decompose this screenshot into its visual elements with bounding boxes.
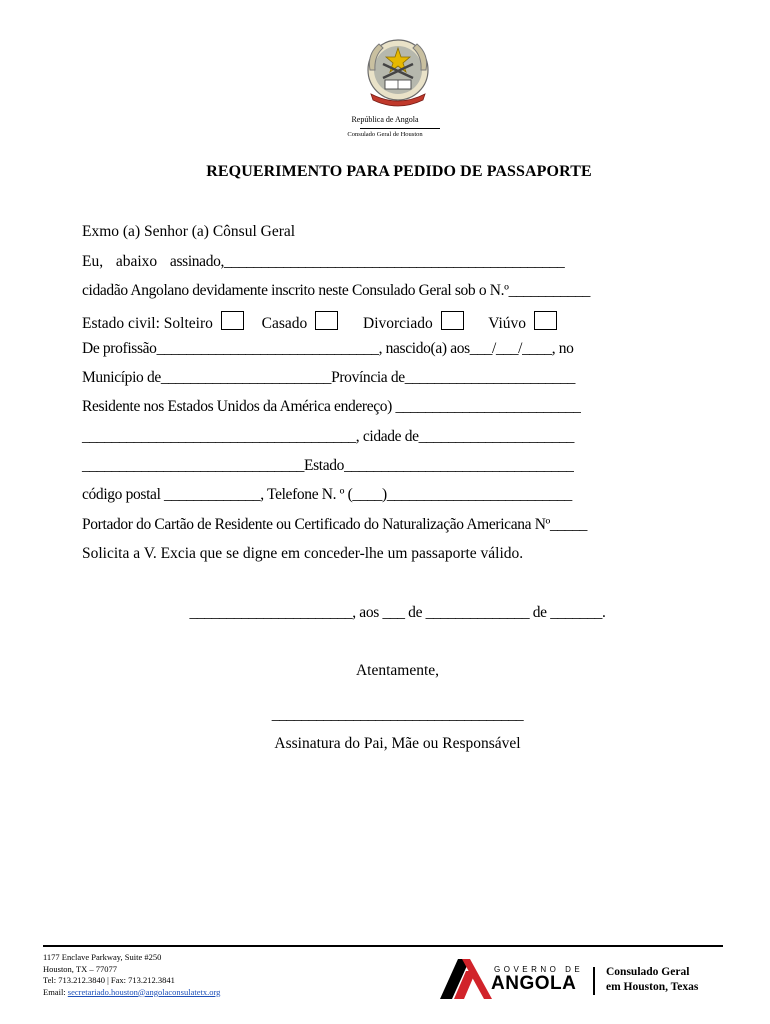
line-name — [82, 253, 564, 271]
consulado-line-2: em Houston, Texas — [606, 981, 699, 993]
checkbox-solteiro[interactable] — [221, 311, 244, 330]
email-link[interactable]: secretariado.houston@angolaconsulatetx.org — [67, 986, 221, 997]
line-name-word2: abaixo — [115, 253, 158, 270]
salutation: Exmo (a) Senhor (a) Cônsul Geral — [82, 223, 296, 240]
date-line[interactable]: ______________________, aos ___ de ______________ de _______. — [189, 604, 606, 621]
footer-separator — [593, 967, 595, 995]
signature-line[interactable]: __________________________________ — [271, 706, 524, 723]
line-municipality[interactable]: Município de_______________________Província de_______________________ — [82, 369, 575, 386]
document-title: REQUERIMENTO PARA PEDIDO DE PASSAPORTE — [206, 163, 592, 180]
line-city[interactable]: _____________________________________, cidade de_____________________ — [82, 428, 575, 445]
civil-viuvo-label: Viúvo — [488, 315, 527, 332]
civil-status-label: Estado civil: Solteiro — [82, 315, 213, 332]
line-postal-phone[interactable]: código postal _____________, Telefone N. º (____)_________________________ — [82, 486, 572, 503]
email-line — [43, 987, 220, 999]
phone-fax: Tel: 713.212.3840 | Fax: 713.212.3841 — [43, 975, 175, 985]
angola-emblem-icon — [361, 34, 435, 112]
line-name-word1: Eu, — [82, 253, 104, 270]
republic-label: República de Angola — [351, 115, 419, 124]
address-line-1: 1177 Enclave Parkway, Suite #250 — [43, 952, 162, 962]
line-civil-status — [82, 311, 557, 333]
checkbox-viuvo[interactable] — [534, 311, 557, 330]
header-rule — [360, 128, 440, 129]
line-address[interactable]: Residente nos Estados Unidos da América endereço) _________________________ — [82, 398, 581, 415]
address-line-2: Houston, TX – 77077 — [43, 963, 117, 974]
civil-casado-label: Casado — [261, 315, 308, 332]
consulado-line-1: Consulado Geral — [606, 966, 690, 978]
closing-text: Atentamente, — [355, 662, 440, 679]
footer-rule — [43, 945, 723, 947]
signature-label: Assinatura do Pai, Mãe ou Responsável — [274, 735, 521, 752]
email-label: Email: — [43, 986, 68, 997]
line-residence-card[interactable]: Portador do Cartão de Residente ou Certificado do Naturalização Americana Nº_____ — [82, 516, 588, 533]
civil-divorciado-label: Divorciado — [363, 315, 433, 332]
footer-address — [43, 952, 220, 998]
line-state[interactable]: ______________________________Estado_______________________________ — [82, 457, 574, 474]
line-profession[interactable]: De profissão______________________________, nascido(a) aos___/___/____, no — [82, 340, 574, 357]
checkbox-casado[interactable] — [315, 311, 338, 330]
checkbox-divorciado[interactable] — [441, 311, 464, 330]
line-name-field[interactable]: assinado,______________________________________________ — [169, 253, 565, 270]
line-registration[interactable]: cidadão Angolano devidamente inscrito neste Consulado Geral sob o N.º___________ — [82, 282, 591, 299]
gov-text-top: GOVERNO DE — [494, 965, 584, 974]
line-request: Solicita a V. Excia que se digne em conceder-lhe um passaporte válido. — [82, 545, 524, 562]
gov-text-bottom: ANGOLA — [491, 973, 577, 994]
consulate-label: Consulado Geral de Houston — [347, 131, 423, 138]
